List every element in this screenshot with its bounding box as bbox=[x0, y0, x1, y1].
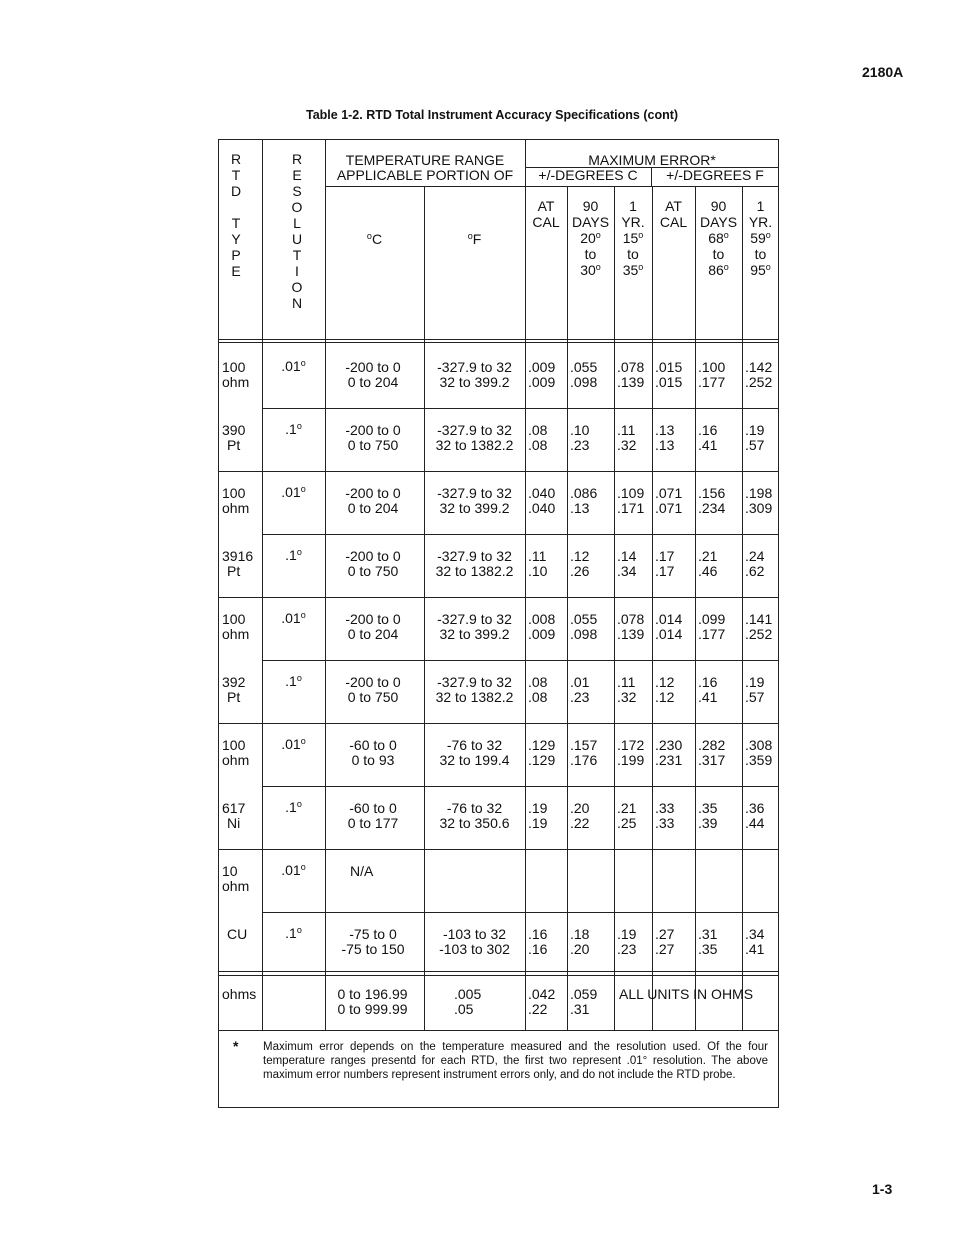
error-value-cell: .14 bbox=[617, 548, 637, 564]
fahrenheit-range-cell: -103 to 32 bbox=[442, 926, 507, 942]
error-value-cell: .39 bbox=[698, 815, 718, 831]
error-value-cell: .27 bbox=[655, 926, 675, 942]
rtd-type-cell: 100 bbox=[222, 611, 246, 627]
error-value-cell: .16 bbox=[528, 941, 548, 957]
row-rule bbox=[262, 534, 779, 535]
rtd-type-header-letter: T bbox=[231, 167, 241, 183]
fahrenheit-range-cell: 32 to 1382.2 bbox=[435, 437, 514, 453]
error-value-cell: .13 bbox=[570, 500, 590, 516]
error-value-cell: .17 bbox=[655, 548, 675, 564]
column-rule bbox=[262, 139, 263, 186]
ninety-days-c-header: 90 bbox=[582, 198, 599, 214]
error-value-cell: .12 bbox=[655, 689, 675, 705]
ninety-days-c-header: 30$^o$ bbox=[580, 262, 601, 278]
celsius-range-cell: -200 to 0 bbox=[345, 611, 401, 627]
celsius-range-cell: -200 to 0 bbox=[345, 548, 401, 564]
degree-symbol: o bbox=[300, 484, 306, 494]
max-error-header: MAXIMUM ERROR* bbox=[588, 152, 716, 168]
row-rule bbox=[262, 408, 779, 409]
column-rule bbox=[614, 186, 615, 1030]
celsius-range-cell: 0 to 750 bbox=[347, 689, 399, 705]
celsius-range-cell: -200 to 0 bbox=[345, 422, 401, 438]
fahrenheit-range-cell: -76 to 32 bbox=[446, 800, 503, 816]
celsius-range-cell: 0 to 93 bbox=[351, 752, 395, 768]
at-cal-f-header: CAL bbox=[659, 214, 688, 230]
rtd-type-cell: ohm bbox=[222, 752, 250, 768]
error-value-cell: .156 bbox=[698, 485, 726, 501]
document-id: 2180A bbox=[862, 64, 904, 80]
error-value-cell: .13 bbox=[655, 422, 675, 438]
resolution-cell: .01$^o$ bbox=[281, 862, 306, 878]
error-value-cell: .17 bbox=[655, 563, 675, 579]
error-value-cell: .171 bbox=[617, 500, 645, 516]
resolution-cell: .1$^o$ bbox=[285, 547, 302, 563]
error-value-cell: .21 bbox=[617, 800, 637, 816]
degree-symbol: o bbox=[300, 358, 306, 368]
error-value-cell: .252 bbox=[745, 626, 773, 642]
error-value-cell: .08 bbox=[528, 689, 548, 705]
error-value-cell: .31 bbox=[570, 1001, 590, 1017]
resolution-header-letter: N bbox=[291, 295, 303, 311]
fahrenheit-column-label: $^o$F bbox=[467, 231, 482, 247]
row-rule bbox=[218, 471, 779, 472]
fahrenheit-range-cell: .005 bbox=[454, 986, 482, 1002]
column-rule bbox=[652, 186, 653, 1030]
rtd-type-cell: ohm bbox=[222, 878, 250, 894]
fahrenheit-range-cell: 32 to 1382.2 bbox=[435, 563, 514, 579]
error-value-cell: .078 bbox=[617, 611, 645, 627]
one-year-f-header: to bbox=[754, 246, 767, 262]
fahrenheit-range-cell: 32 to 399.2 bbox=[439, 374, 510, 390]
degree-symbol: o bbox=[296, 421, 302, 431]
error-value-cell: .040 bbox=[528, 500, 556, 516]
degrees-c-header: +/-DEGREES C bbox=[538, 167, 638, 183]
error-value-cell: .16 bbox=[698, 674, 718, 690]
footnote-text: Maximum error depends on the temperature measured and the resolution used. Of the four temperature ranges presentd for each RTD, the first two represent .01° resolution. The above maximum error numbers represent instrument errors only, and do not include the RTD probe. bbox=[263, 1041, 768, 1081]
error-value-cell: .282 bbox=[698, 737, 726, 753]
fahrenheit-range-cell: -327.9 to 32 bbox=[437, 359, 512, 375]
error-value-cell: .57 bbox=[745, 689, 765, 705]
fahrenheit-range-cell: 32 to 350.6 bbox=[439, 815, 510, 831]
resolution-cell: .01$^o$ bbox=[281, 358, 306, 374]
error-value-cell: .01 bbox=[570, 674, 590, 690]
row-rule bbox=[218, 597, 779, 598]
error-value-cell: .199 bbox=[617, 752, 645, 768]
fahrenheit-range-cell: 32 to 399.2 bbox=[439, 500, 510, 516]
rtd-type-cell: 617 bbox=[222, 800, 246, 816]
resolution-header-letter: T bbox=[292, 247, 302, 263]
error-value-cell: .10 bbox=[570, 422, 590, 438]
error-value-cell: .11 bbox=[617, 422, 636, 438]
rtd-type-cell: 392 bbox=[222, 674, 246, 690]
ninety-days-f-header: 90 bbox=[710, 198, 727, 214]
celsius-range-cell: -200 to 0 bbox=[345, 674, 401, 690]
resolution-header-letter: R bbox=[291, 151, 303, 167]
rtd-type-cell: ohm bbox=[222, 500, 250, 516]
degree-symbol: o bbox=[638, 230, 644, 240]
degree-symbol: o bbox=[300, 610, 306, 620]
rtd-type-cell: 100 bbox=[222, 737, 246, 753]
rtd-type-header-letter: E bbox=[231, 263, 241, 279]
rtd-type-cell: 3916 bbox=[222, 548, 254, 564]
error-value-cell: .23 bbox=[617, 941, 637, 957]
error-value-cell: .32 bbox=[617, 689, 637, 705]
error-value-cell: .015 bbox=[655, 359, 683, 375]
error-value-cell: .16 bbox=[528, 926, 548, 942]
error-value-cell: .41 bbox=[698, 437, 718, 453]
one-year-f-header: 1 bbox=[756, 198, 765, 214]
error-value-cell: .11 bbox=[617, 674, 636, 690]
error-value-cell: .317 bbox=[698, 752, 726, 768]
error-value-cell: .252 bbox=[745, 374, 773, 390]
error-value-cell: .015 bbox=[655, 374, 683, 390]
error-value-cell: .009 bbox=[528, 374, 556, 390]
one-year-f-header: 59$^o$ bbox=[750, 230, 771, 246]
ohms-units-note: ALL UNITS IN OHMS bbox=[619, 986, 754, 1002]
error-value-cell: .309 bbox=[745, 500, 773, 516]
column-rule bbox=[567, 186, 568, 1030]
resolution-cell: .1$^o$ bbox=[285, 799, 302, 815]
resolution-cell: .01$^o$ bbox=[281, 610, 306, 626]
error-value-cell: .20 bbox=[570, 800, 590, 816]
error-value-cell: .234 bbox=[698, 500, 726, 516]
resolution-header-letter: U bbox=[291, 231, 303, 247]
degree-symbol: o bbox=[765, 230, 771, 240]
temperature-range-subheader: APPLICABLE PORTION OF bbox=[336, 167, 514, 183]
resolution-cell: .1$^o$ bbox=[285, 925, 302, 941]
celsius-range-cell: -60 to 0 bbox=[349, 800, 397, 816]
degree-symbol: o bbox=[638, 262, 644, 272]
error-value-cell: .20 bbox=[570, 941, 590, 957]
celsius-range-cell: -200 to 0 bbox=[345, 359, 401, 375]
error-value-cell: .177 bbox=[698, 626, 726, 642]
error-value-cell: .19 bbox=[745, 674, 765, 690]
celsius-range-cell: -60 to 0 bbox=[349, 737, 397, 753]
error-value-cell: .19 bbox=[617, 926, 637, 942]
fahrenheit-range-cell: .05 bbox=[454, 1001, 474, 1017]
resolution-cell: .01$^o$ bbox=[281, 484, 306, 500]
celsius-range-cell: -75 to 0 bbox=[349, 926, 397, 942]
error-value-cell: .24 bbox=[745, 548, 765, 564]
celsius-column-label: $^o$C bbox=[366, 231, 383, 247]
at-cal-c-header: AT bbox=[537, 198, 555, 214]
error-value-cell: .009 bbox=[528, 359, 556, 375]
celsius-range-cell: 0 to 204 bbox=[347, 374, 399, 390]
error-value-cell: .36 bbox=[745, 800, 765, 816]
celsius-range-cell: 0 to 999.99 bbox=[337, 1001, 408, 1017]
error-value-cell: .22 bbox=[528, 1001, 548, 1017]
page-number: 1-3 bbox=[872, 1181, 893, 1197]
error-value-cell: .141 bbox=[745, 611, 773, 627]
error-value-cell: .008 bbox=[528, 611, 556, 627]
error-value-cell: .33 bbox=[655, 800, 675, 816]
rtd-type-header-letter: D bbox=[230, 183, 242, 199]
error-value-cell: .08 bbox=[528, 422, 548, 438]
ninety-days-f-header: DAYS bbox=[699, 214, 738, 230]
column-rule bbox=[695, 186, 696, 1030]
column-rule bbox=[424, 186, 425, 1030]
fahrenheit-range-cell: 32 to 399.2 bbox=[439, 626, 510, 642]
degree-symbol: o bbox=[467, 231, 473, 241]
error-value-cell: .23 bbox=[570, 437, 590, 453]
rtd-type-cell: CU bbox=[227, 926, 248, 942]
one-year-c-header: YR. bbox=[621, 214, 645, 230]
header-rule bbox=[325, 186, 779, 187]
row-rule bbox=[262, 786, 779, 787]
row-rule bbox=[218, 975, 779, 976]
rtd-type-cell: Pt bbox=[227, 563, 241, 579]
error-value-cell: .139 bbox=[617, 374, 645, 390]
at-cal-c-header: CAL bbox=[532, 214, 560, 230]
fahrenheit-range-cell: -327.9 to 32 bbox=[437, 611, 512, 627]
error-value-cell: .099 bbox=[698, 611, 726, 627]
error-value-cell: .098 bbox=[570, 626, 598, 642]
one-year-c-header: 35$^o$ bbox=[622, 262, 644, 278]
error-value-cell: .071 bbox=[655, 485, 683, 501]
resolution-header-letter: S bbox=[292, 183, 302, 199]
degree-symbol: o bbox=[595, 230, 601, 240]
ninety-days-f-header: to bbox=[712, 246, 725, 262]
header-rule bbox=[218, 339, 779, 340]
error-value-cell: .41 bbox=[745, 941, 765, 957]
one-year-c-header: to bbox=[627, 246, 639, 262]
error-value-cell: .21 bbox=[698, 548, 718, 564]
degree-symbol: o bbox=[300, 862, 306, 872]
error-value-cell: .139 bbox=[617, 626, 645, 642]
rtd-type-cell: ohm bbox=[222, 374, 250, 390]
resolution-header-letter: O bbox=[291, 279, 303, 295]
error-value-cell: .176 bbox=[570, 752, 598, 768]
rtd-type-cell: Pt bbox=[227, 437, 241, 453]
error-value-cell: .157 bbox=[570, 737, 598, 753]
error-value-cell: .198 bbox=[745, 485, 773, 501]
rtd-type-cell: ohm bbox=[222, 626, 250, 642]
error-value-cell: .26 bbox=[570, 563, 590, 579]
error-value-cell: .172 bbox=[617, 737, 645, 753]
error-value-cell: .129 bbox=[528, 752, 556, 768]
rtd-type-cell: ohms bbox=[222, 986, 257, 1002]
degree-symbol: o bbox=[300, 736, 306, 746]
error-value-cell: .078 bbox=[617, 359, 645, 375]
fahrenheit-range-cell: -327.9 to 32 bbox=[437, 674, 512, 690]
row-rule bbox=[218, 849, 779, 850]
resolution-header-letter: L bbox=[293, 215, 301, 231]
error-value-cell: .22 bbox=[570, 815, 590, 831]
row-rule bbox=[218, 971, 779, 972]
degree-symbol: o bbox=[366, 231, 372, 241]
celsius-range-cell: 0 to 204 bbox=[347, 626, 399, 642]
error-value-cell: .177 bbox=[698, 374, 726, 390]
error-value-cell: .098 bbox=[570, 374, 598, 390]
celsius-range-cell: N/A bbox=[350, 863, 374, 879]
rtd-type-header-letter: R bbox=[230, 151, 242, 167]
error-value-cell: .014 bbox=[655, 611, 683, 627]
ninety-days-c-header: DAYS bbox=[571, 214, 610, 230]
column-rule bbox=[325, 186, 326, 1030]
resolution-header-letter: E bbox=[292, 167, 302, 183]
error-value-cell: .13 bbox=[655, 437, 675, 453]
error-value-cell: .35 bbox=[698, 941, 718, 957]
error-value-cell: .23 bbox=[570, 689, 590, 705]
fahrenheit-range-cell: -327.9 to 32 bbox=[437, 422, 512, 438]
celsius-range-cell: 0 to 750 bbox=[347, 563, 399, 579]
error-value-cell: .086 bbox=[570, 485, 598, 501]
degree-symbol: o bbox=[723, 230, 729, 240]
error-value-cell: .19 bbox=[745, 422, 765, 438]
degrees-f-header: +/-DEGREES F bbox=[666, 167, 764, 183]
celsius-range-cell: -75 to 150 bbox=[341, 941, 405, 957]
error-value-cell: .359 bbox=[745, 752, 773, 768]
error-value-cell: .10 bbox=[528, 563, 548, 579]
rtd-type-header-letter: T bbox=[231, 215, 241, 231]
error-value-cell: .25 bbox=[617, 815, 637, 831]
rtd-type-cell: Pt bbox=[227, 689, 241, 705]
error-value-cell: .62 bbox=[745, 563, 765, 579]
column-rule bbox=[525, 186, 526, 1030]
degree-symbol: o bbox=[765, 262, 771, 272]
error-value-cell: .308 bbox=[745, 737, 773, 753]
error-value-cell: .11 bbox=[528, 548, 547, 564]
error-value-cell: .12 bbox=[655, 674, 675, 690]
fahrenheit-range-cell: 32 to 199.4 bbox=[439, 752, 510, 768]
error-value-cell: .014 bbox=[655, 626, 683, 642]
resolution-header-letter: O bbox=[291, 199, 303, 215]
error-value-cell: .055 bbox=[570, 611, 598, 627]
table-title: Table 1-2. RTD Total Instrument Accuracy Specifications (cont) bbox=[306, 108, 679, 122]
error-value-cell: .27 bbox=[655, 941, 675, 957]
error-value-cell: .009 bbox=[528, 626, 556, 642]
error-value-cell: .57 bbox=[745, 437, 765, 453]
degree-symbol: o bbox=[595, 262, 601, 272]
one-year-c-header: 15$^o$ bbox=[622, 230, 644, 246]
error-value-cell: .129 bbox=[528, 737, 556, 753]
footnote-marker: * bbox=[233, 1038, 239, 1054]
error-value-cell: .16 bbox=[698, 422, 718, 438]
error-value-cell: .230 bbox=[655, 737, 683, 753]
error-value-cell: .34 bbox=[745, 926, 765, 942]
error-value-cell: .31 bbox=[698, 926, 718, 942]
error-value-cell: .19 bbox=[528, 815, 548, 831]
rtd-type-header-letter: P bbox=[231, 247, 241, 263]
ninety-days-c-header: to bbox=[584, 246, 597, 262]
column-rule bbox=[262, 186, 263, 1030]
one-year-c-header: 1 bbox=[629, 198, 637, 214]
header-rule bbox=[218, 342, 779, 343]
error-value-cell: .059 bbox=[570, 986, 598, 1002]
error-value-cell: .109 bbox=[617, 485, 645, 501]
error-value-cell: .055 bbox=[570, 359, 598, 375]
error-value-cell: .44 bbox=[745, 815, 765, 831]
error-value-cell: .040 bbox=[528, 485, 556, 501]
error-value-cell: .34 bbox=[617, 563, 637, 579]
resolution-cell: .1$^o$ bbox=[285, 421, 302, 437]
row-rule bbox=[262, 912, 779, 913]
rtd-type-header-letter: Y bbox=[231, 231, 241, 247]
degree-symbol: o bbox=[296, 799, 302, 809]
celsius-range-cell: -200 to 0 bbox=[345, 485, 401, 501]
celsius-range-cell: 0 to 204 bbox=[347, 500, 399, 516]
fahrenheit-range-cell: 32 to 1382.2 bbox=[435, 689, 514, 705]
one-year-f-header: YR. bbox=[748, 214, 773, 230]
degree-symbol: o bbox=[723, 262, 729, 272]
rtd-type-cell: 390 bbox=[222, 422, 246, 438]
rtd-type-cell: 100 bbox=[222, 359, 246, 375]
error-value-cell: .33 bbox=[655, 815, 675, 831]
error-value-cell: .12 bbox=[570, 548, 590, 564]
ninety-days-c-header: 20$^o$ bbox=[580, 230, 601, 246]
rtd-type-cell: 100 bbox=[222, 485, 246, 501]
row-rule bbox=[218, 723, 779, 724]
resolution-cell: .1$^o$ bbox=[285, 673, 302, 689]
rtd-type-cell: Ni bbox=[227, 815, 241, 831]
error-value-cell: .41 bbox=[698, 689, 718, 705]
resolution-header-letter: I bbox=[295, 263, 299, 279]
temperature-range-header: TEMPERATURE RANGE bbox=[345, 152, 505, 168]
error-value-cell: .08 bbox=[528, 674, 548, 690]
at-cal-f-header: AT bbox=[665, 198, 682, 214]
column-rule bbox=[742, 186, 743, 1030]
error-value-cell: .231 bbox=[655, 752, 683, 768]
error-value-cell: .042 bbox=[528, 986, 556, 1002]
rtd-type-cell: 10 bbox=[222, 863, 238, 879]
degree-symbol: o bbox=[296, 673, 302, 683]
fahrenheit-range-cell: -76 to 32 bbox=[446, 737, 503, 753]
error-value-cell: .18 bbox=[570, 926, 590, 942]
one-year-f-header: 95$^o$ bbox=[750, 262, 771, 278]
error-value-cell: .071 bbox=[655, 500, 683, 516]
error-value-cell: .100 bbox=[698, 359, 726, 375]
error-value-cell: .35 bbox=[698, 800, 718, 816]
footnote-rule bbox=[218, 1030, 779, 1031]
celsius-range-cell: 0 to 750 bbox=[347, 437, 399, 453]
error-value-cell: .142 bbox=[745, 359, 773, 375]
error-value-cell: .19 bbox=[528, 800, 548, 816]
error-value-cell: .08 bbox=[528, 437, 548, 453]
resolution-cell: .01$^o$ bbox=[281, 736, 306, 752]
error-value-cell: .32 bbox=[617, 437, 637, 453]
row-rule bbox=[262, 660, 779, 661]
ninety-days-f-header: 68$^o$ bbox=[708, 230, 729, 246]
degree-symbol: o bbox=[296, 925, 302, 935]
fahrenheit-range-cell: -327.9 to 32 bbox=[437, 548, 512, 564]
degree-symbol: o bbox=[296, 547, 302, 557]
celsius-range-cell: 0 to 177 bbox=[347, 815, 399, 831]
error-value-cell: .46 bbox=[698, 563, 718, 579]
fahrenheit-range-cell: -103 to 302 bbox=[439, 941, 510, 957]
ninety-days-f-header: 86$^o$ bbox=[708, 262, 729, 278]
fahrenheit-range-cell: -327.9 to 32 bbox=[437, 485, 512, 501]
celsius-range-cell: 0 to 196.99 bbox=[337, 986, 408, 1002]
